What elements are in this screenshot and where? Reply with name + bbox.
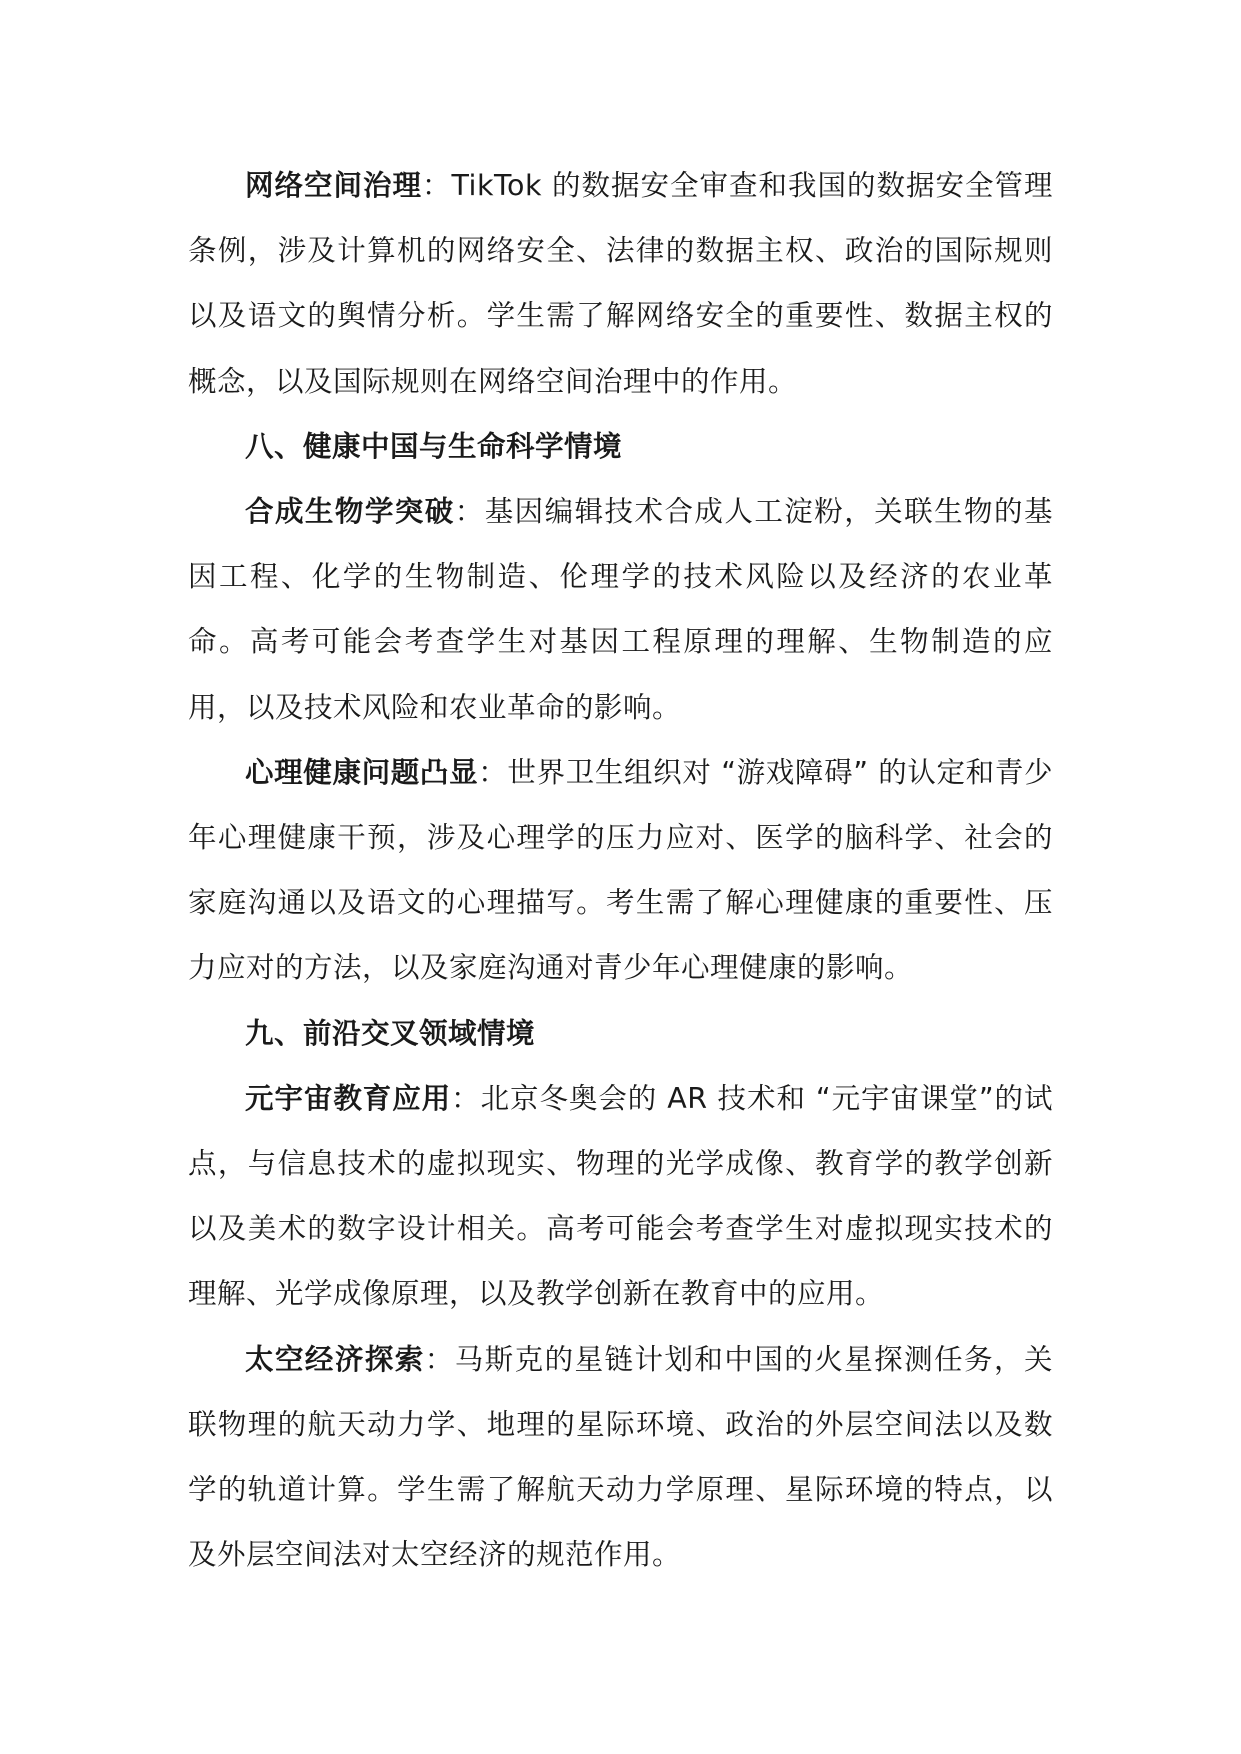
paragraph-body: ：马斯克的星链计划和中国的火星探测任务，关联物理的航天动力学、地理的星际环境、政治的外层空间法以及数学的轨道计算。学生需了解航天动力学原理、星际环境的特点，以及外层空间法对太空经济的规范作用。 — [188, 1342, 1053, 1572]
paragraph-mental-health — [188, 740, 1053, 1001]
paragraph-metaverse-education — [188, 1066, 1053, 1327]
section-heading-9: 九、前沿交叉领域情境 — [245, 1016, 536, 1050]
paragraph-cyberspace-governance — [188, 153, 1053, 414]
paragraph-lead: 太空经济探索 — [245, 1342, 425, 1376]
document-body — [188, 153, 1053, 1587]
paragraph-body: ：基因编辑技术合成人工淀粉，关联生物的基因工程、化学的生物制造、伦理学的技术风险以及经济的农业革命。高考可能会考查学生对基因工程原理的理解、生物制造的应用，以及技术风险和农业革命的影响。 — [188, 495, 1053, 724]
paragraph-lead: 元宇宙教育应用 — [245, 1081, 452, 1115]
paragraph-lead: 合成生物学突破 — [245, 495, 455, 529]
paragraph-space-economy — [188, 1327, 1053, 1588]
paragraph-lead: 网络空间治理 — [245, 169, 422, 202]
section-heading-8: 八、健康中国与生命科学情境 — [245, 429, 623, 463]
paragraph-synthetic-biology — [188, 479, 1053, 740]
paragraph-lead: 心理健康问题凸显 — [245, 755, 479, 789]
paragraph-body: ：世界卫生组织对 “游戏障碍” 的认定和青少年心理健康干预，涉及心理学的压力应对、医学的脑科学、社会的家庭沟通以及语文的心理描写。考生需了解心理健康的重要性、压力应对的方法，以及家庭沟通对青少年心理健康的影响。 — [188, 755, 1053, 985]
paragraph-body: ：TikTok 的数据安全审查和我国的数据安全管理条例，涉及计算机的网络安全、法律的数据主权、政治的国际规则以及语文的舆情分析。学生需了解网络安全的重要性、数据主权的概念，以及国际规则在网络空间治理中的作用。 — [188, 169, 1053, 398]
paragraph-body: ：北京冬奥会的 AR 技术和 “元宇宙课堂”的试点，与信息技术的虚拟现实、物理的光学成像、教育学的教学创新以及美术的数字设计相关。高考可能会考查学生对虚拟现实技术的理解、光学成像原理，以及教学创新在教育中的应用。 — [188, 1081, 1053, 1311]
